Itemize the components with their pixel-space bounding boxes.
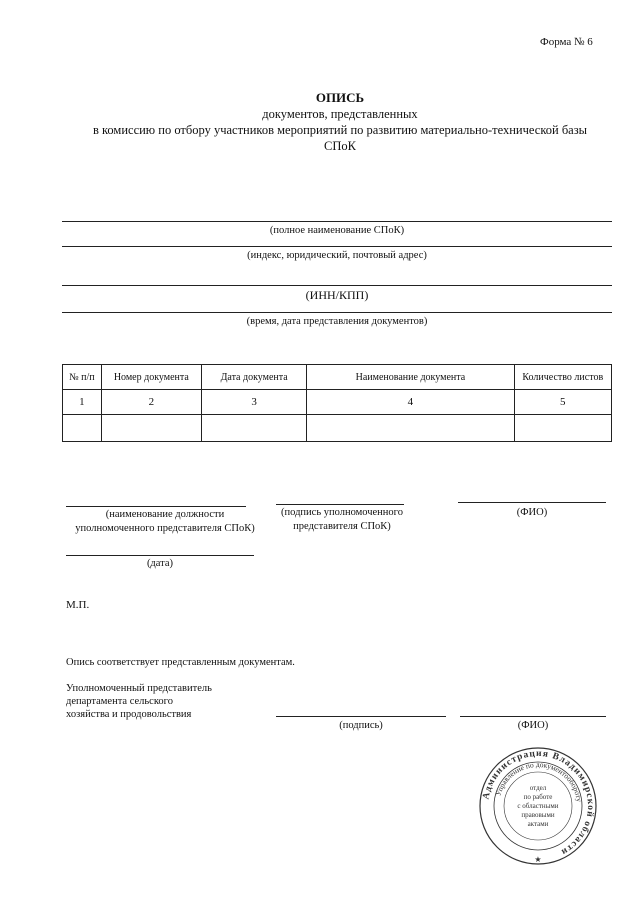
header-cell-number: № п/п [63, 365, 102, 390]
header-cell-doc-name: Наименование документа [307, 365, 514, 390]
form-number: Форма № 6 [540, 36, 593, 48]
representative-line-1: Уполномоченный представитель [66, 683, 212, 694]
header-cell-sheet-count: Количество листов [514, 365, 611, 390]
table-cell[interactable] [307, 415, 514, 442]
rep-signature-line[interactable] [276, 716, 446, 717]
table-cell: 1 [63, 390, 102, 415]
position-caption-1: (наименование должности [105, 509, 225, 520]
seal-center-line-2: по работе [523, 793, 553, 801]
date-line[interactable] [66, 555, 254, 556]
signature-caption-1: (подпись уполномоченного [281, 507, 403, 518]
table-cell[interactable] [101, 415, 201, 442]
table-numbering-row [63, 390, 612, 415]
header-cell-doc-number: Номер документа [101, 365, 201, 390]
confirmation-statement: Опись соответствует представленным документам. [66, 657, 295, 668]
full-name-caption: (полное наименование СПоК) [269, 225, 405, 236]
title-line-2: в комиссию по отбору участников мероприятий по развитию материально-технической базы [92, 123, 588, 137]
time-date-line[interactable] [62, 312, 612, 313]
signature-caption-2: представителя СПоК) [293, 521, 391, 532]
seal-outer-text: Администрация Владимирской области [481, 748, 596, 858]
position-line[interactable] [66, 506, 246, 507]
title-line-1: документов, представленных [262, 107, 418, 121]
seal-inner-text: Управление по документообороту [493, 759, 584, 803]
document-title: ОПИСЬ [315, 90, 365, 105]
table-cell[interactable] [514, 415, 611, 442]
seal-center-line-5: актами [527, 820, 549, 828]
seal-star-icon: ★ [534, 855, 542, 864]
official-seal [478, 746, 598, 866]
inn-kpp-line[interactable] [62, 285, 612, 286]
table-row[interactable] [63, 415, 612, 442]
position-caption-2: уполномоченного представителя СПоК) [75, 523, 255, 534]
address-caption: (индекс, юридический, почтовый адрес) [247, 250, 427, 261]
inn-kpp-caption: (ИНН/КПП) [305, 288, 369, 302]
table-cell: 3 [202, 390, 307, 415]
full-name-line[interactable] [62, 221, 612, 222]
address-line[interactable] [62, 246, 612, 247]
table-cell: 2 [101, 390, 201, 415]
fio-line[interactable] [458, 502, 606, 503]
title-line-3: СПоК [324, 139, 356, 153]
table-header-row [63, 365, 612, 390]
signature-line[interactable] [276, 504, 404, 505]
header-cell-doc-date: Дата документа [202, 365, 307, 390]
seal-center-line-4: правовыми [521, 811, 555, 819]
representative-line-2: департамента сельского [66, 696, 173, 707]
seal-center-line-3: с областными [517, 802, 559, 810]
table-cell[interactable] [63, 415, 102, 442]
rep-signature-caption: (подпись) [339, 720, 383, 731]
table-cell[interactable] [202, 415, 307, 442]
seal-center-line-1: отдел [529, 784, 547, 792]
rep-fio-caption: (ФИО) [517, 720, 549, 731]
table-cell: 4 [307, 390, 514, 415]
stamp-place-label: М.П. [66, 599, 90, 611]
rep-fio-line[interactable] [460, 716, 606, 717]
representative-line-3: хозяйства и продовольствия [66, 709, 192, 720]
fio-caption: (ФИО) [516, 507, 548, 518]
table-cell: 5 [514, 390, 611, 415]
time-date-caption: (время, дата представления документов) [246, 316, 428, 327]
documents-table [62, 364, 612, 442]
date-caption: (дата) [146, 558, 174, 569]
